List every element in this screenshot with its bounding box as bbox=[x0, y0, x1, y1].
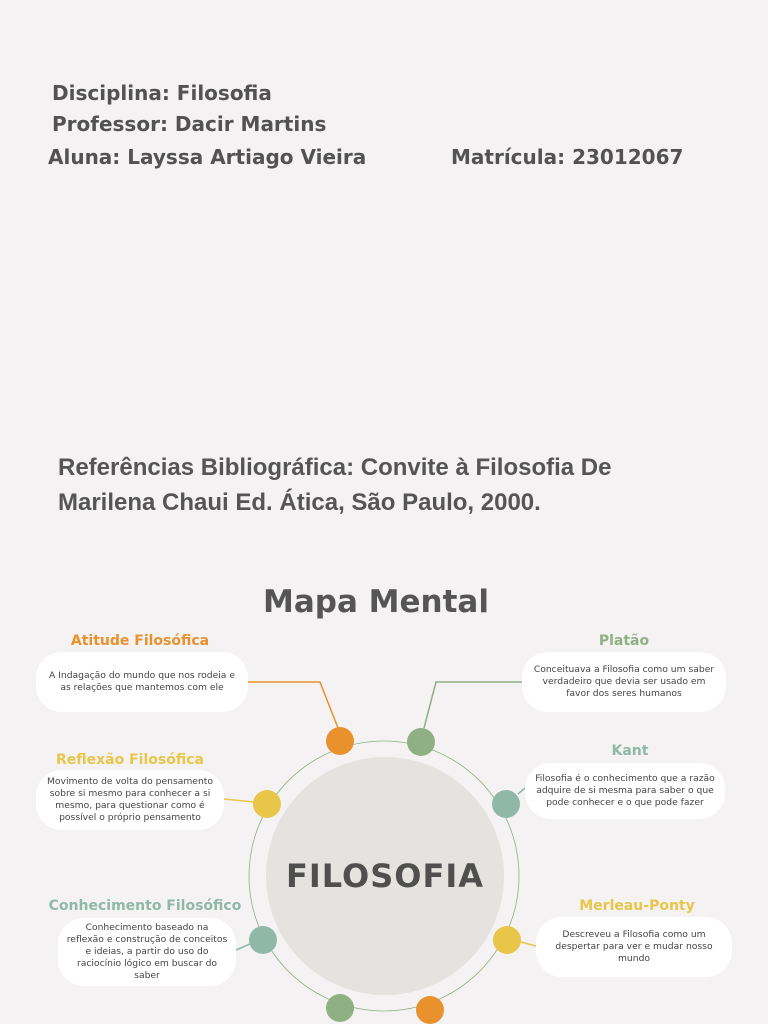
node-dot-reflexao bbox=[253, 790, 281, 818]
node-dot-bottom-left bbox=[326, 994, 354, 1022]
node-dot-bottom-right bbox=[416, 996, 444, 1024]
node-dot-kant bbox=[492, 790, 520, 818]
references-text: Referências Bibliográfica: Convite à Filosofia De Marilena Chaui Ed. Ática, São Paulo, 2000. bbox=[58, 454, 612, 516]
branch-text-merleau: Descreveu a Filosofia como um despertar para ver e mudar nosso mundo bbox=[536, 917, 732, 977]
branch-title-atitude: Atitude Filosófica bbox=[70, 633, 210, 649]
connector-kant bbox=[518, 788, 525, 794]
node-dot-conhecimento bbox=[249, 926, 277, 954]
branch-title-conhecimento: Conhecimento Filosófico bbox=[48, 898, 242, 914]
branch-text-platao: Conceituava a Filosofia como um saber verdadeiro que devia ser usado em favor dos seres humanos bbox=[522, 652, 726, 712]
branch-text-kant: Filosofia é o conhecimento que a razão adquire de si mesma para saber o que pode conhecer e o que pode fazer bbox=[525, 763, 725, 819]
branch-title-platao: Platão bbox=[598, 633, 650, 649]
branch-text-conhecimento: Conhecimento baseado na reflexão e construção de conceitos e ideias, a partir do uso do raciocínio lógico em buscar do saber bbox=[58, 918, 236, 986]
discipline-text: Disciplina: Filosofia bbox=[52, 81, 272, 105]
branch-text-reflexao: Movimento de volta do pensamento sobre si mesmo para conhecer a si mesmo, para questionar como é possível o próprio pensamento bbox=[36, 770, 224, 830]
connector-reflexao bbox=[224, 799, 254, 802]
branch-title-kant: Kant bbox=[611, 743, 649, 759]
mind-map-title: Mapa Mental bbox=[263, 584, 489, 620]
node-dot-atitude bbox=[326, 727, 354, 755]
connector-merleau bbox=[521, 942, 536, 946]
central-node-label: FILOSOFIA bbox=[286, 857, 484, 895]
central-node bbox=[266, 757, 504, 995]
node-dot-platao bbox=[407, 728, 435, 756]
registration-text: Matrícula: 23012067 bbox=[451, 145, 684, 169]
student-text: Aluna: Layssa Artiago Vieira bbox=[48, 145, 367, 169]
branch-title-merleau: Merleau-Ponty bbox=[579, 898, 695, 914]
connector-atitude bbox=[248, 682, 338, 728]
branch-text-atitude: A Indagação do mundo que nos rodeia e as relações que mantemos com ele bbox=[36, 652, 248, 712]
connector-platao bbox=[424, 682, 522, 728]
branch-title-reflexao: Reflexão Filosófica bbox=[56, 752, 204, 768]
node-dot-merleau bbox=[493, 926, 521, 954]
professor-text: Professor: Dacir Martins bbox=[52, 112, 327, 136]
connector-conhecimento bbox=[236, 944, 250, 950]
